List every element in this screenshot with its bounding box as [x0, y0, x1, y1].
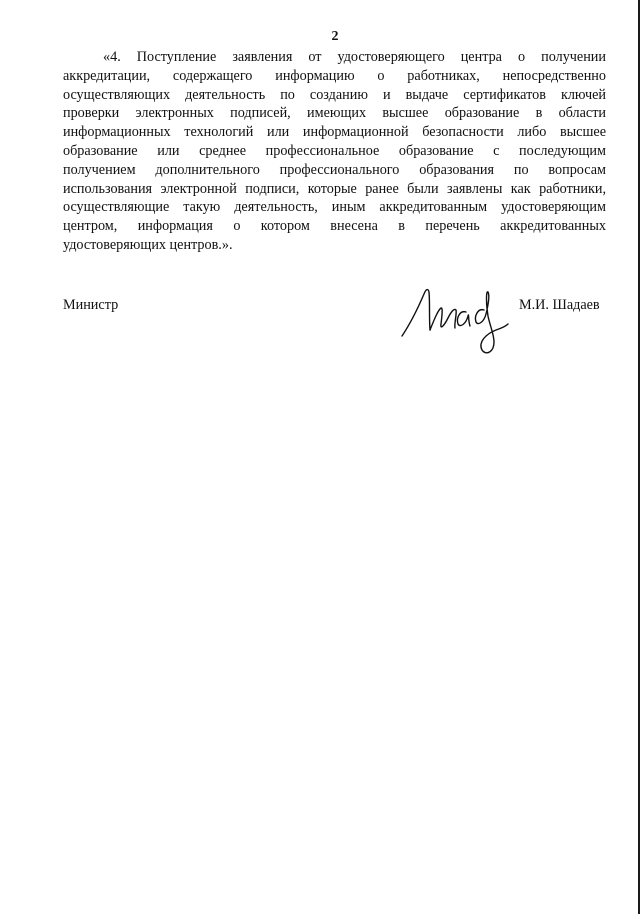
paragraph-line: информационных технологий или информационной безопасности либо высшее	[63, 124, 606, 141]
handwritten-signature	[396, 280, 520, 360]
paragraph-line: получением дополнительного профессионального образования по вопросам	[63, 161, 606, 178]
paragraph-line: использования электронной подписи, которые ранее были заявлены как работники,	[63, 180, 606, 197]
paragraph-line: осуществляющие такую деятельность, иным аккредитованным удостоверяющим	[63, 199, 606, 216]
paragraph-line: удостоверяющих центров.».	[63, 236, 233, 253]
paragraph-line: центром, информация о котором внесена в перечень аккредитованных	[63, 218, 606, 235]
paragraph-line: аккредитации, содержащего информацию о работниках, непосредственно	[63, 67, 606, 84]
paragraph-line: осуществляющих деятельность по созданию и выдаче сертификатов ключей	[63, 86, 606, 103]
signer-name: М.И. Шадаев	[519, 297, 600, 313]
page-number: 2	[331, 29, 339, 44]
paragraph-line: образование или среднее профессиональное образование с последующим	[63, 142, 606, 159]
signer-position: Министр	[63, 297, 119, 313]
amendment-paragraph	[63, 48, 606, 255]
paragraph-line: «4. Поступление заявления от удостоверяющего центра о получении	[103, 49, 606, 65]
paragraph-line: проверки электронных подписей, имеющих высшее образование в области	[63, 105, 606, 122]
